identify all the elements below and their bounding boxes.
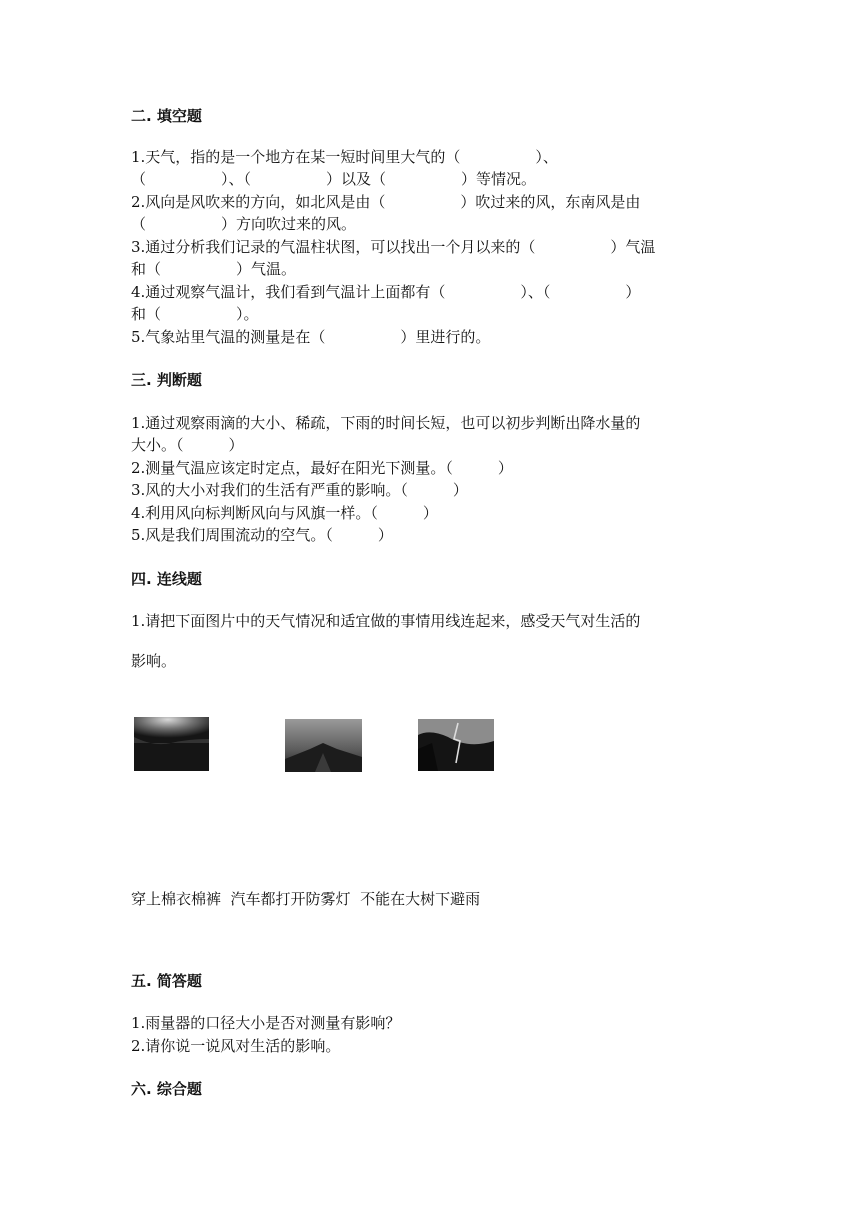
fill-blank-line: 4.通过观察气温计，我们看到气温计上面都有（ ）、（ ） bbox=[131, 283, 641, 301]
fill-blank-line: 和（ ）。 bbox=[131, 305, 259, 323]
true-false-line: 1.通过观察雨滴的大小、稀疏，下雨的时间长短，也可以初步判断出降水量的 bbox=[131, 414, 641, 432]
fill-blank-line: 2.风向是风吹来的方向，如北风是由（ ）吹过来的风，东南风是由 bbox=[131, 193, 641, 211]
fill-blank-line: 1.天气，指的是一个地方在某一短时间里大气的（ ）、 bbox=[131, 148, 558, 166]
weather-photo-snow bbox=[134, 717, 209, 771]
true-false-line: 2.测量气温应该定时定点，最好在阳光下测量。（ ） bbox=[131, 459, 513, 477]
section-title-comprehensive: 六. 综合题 bbox=[131, 1080, 202, 1098]
matching-question-line: 影响。 bbox=[131, 652, 177, 670]
fill-blank-line: 3.通过分析我们记录的气温柱状图，可以找出一个月以来的（ ）气温 bbox=[131, 238, 656, 256]
fill-blank-line: （ ）、（ ）以及（ ）等情况。 bbox=[131, 170, 537, 188]
fill-blank-line: 和（ ）气温。 bbox=[131, 260, 297, 278]
true-false-line: 4.利用风向标判断风向与风旗一样。（ ） bbox=[131, 504, 438, 522]
matching-options: 穿上棉衣棉裤 汽车都打开防雾灯 不能在大树下避雨 bbox=[131, 890, 481, 908]
weather-photo-fog bbox=[285, 719, 362, 772]
section-title-short-answer: 五. 简答题 bbox=[131, 972, 202, 990]
matching-question-line: 1.请把下面图片中的天气情况和适宜做的事情用线连起来，感受天气对生活的 bbox=[131, 612, 641, 630]
section-title-matching: 四. 连线题 bbox=[131, 570, 202, 588]
fill-blank-line: （ ）方向吹过来的风。 bbox=[131, 215, 357, 233]
short-answer-line: 1.雨量器的口径大小是否对测量有影响？ bbox=[131, 1014, 401, 1032]
true-false-line: 5.风是我们周围流动的空气。（ ） bbox=[131, 526, 393, 544]
weather-photo-thunderstorm bbox=[418, 719, 494, 771]
section-title-true-false: 三. 判断题 bbox=[131, 371, 202, 389]
true-false-line: 3.风的大小对我们的生活有严重的影响。（ ） bbox=[131, 481, 468, 499]
short-answer-line: 2.请你说一说风对生活的影响。 bbox=[131, 1037, 341, 1055]
fill-blank-line: 5.气象站里气温的测量是在（ ）里进行的。 bbox=[131, 328, 491, 346]
true-false-line: 大小。（ ） bbox=[131, 436, 244, 454]
section-title-fill-blank: 二. 填空题 bbox=[131, 107, 202, 125]
